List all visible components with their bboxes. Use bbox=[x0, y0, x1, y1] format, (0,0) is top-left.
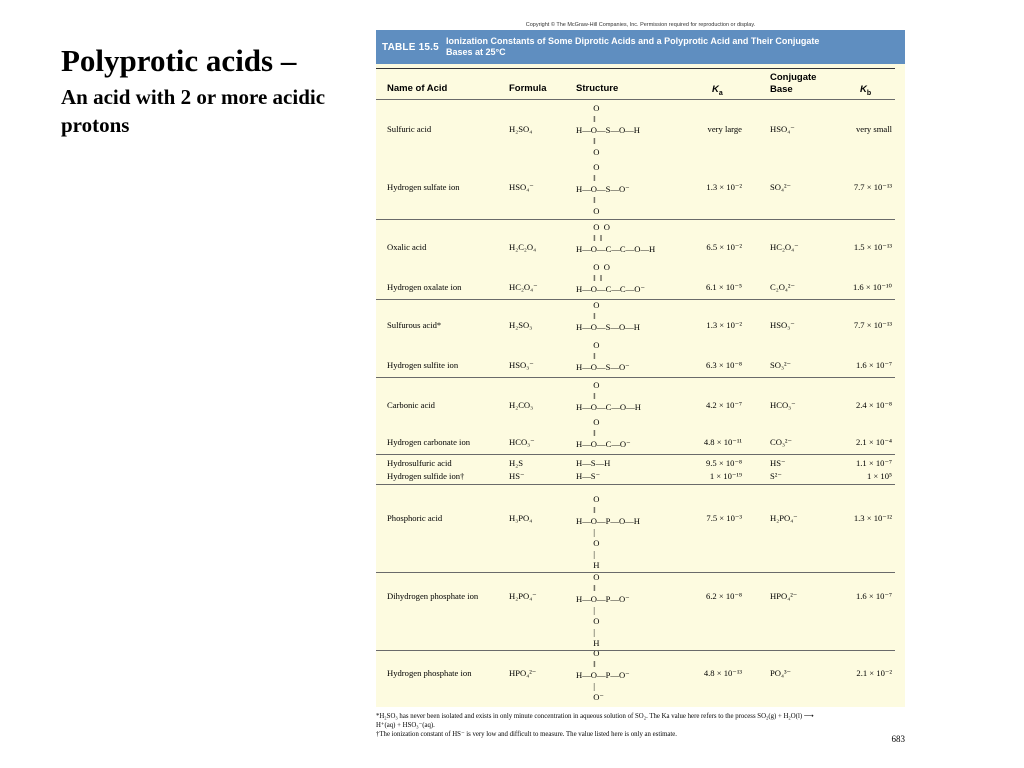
cell-ka: 1.3 × 10⁻² bbox=[706, 182, 742, 192]
table-row bbox=[376, 511, 905, 527]
cell-ka: 4.8 × 10⁻¹¹ bbox=[703, 437, 742, 447]
cell-name: Hydrogen oxalate ion bbox=[387, 282, 462, 292]
cell-formula: HS⁻ bbox=[509, 471, 525, 481]
cell-structure: O ‖ H—O—S—O—H bbox=[576, 300, 640, 332]
slide-heading bbox=[61, 43, 351, 139]
footnotes bbox=[376, 712, 905, 739]
group-separator bbox=[376, 572, 895, 573]
footnote-hydrogen-sulfide: †The ionization constant of HS⁻ is very low and difficult to measure. The value listed here is only an estimate. bbox=[376, 731, 678, 738]
cell-name: Hydrosulfuric acid bbox=[387, 458, 452, 468]
cell-structure: H—S—H bbox=[576, 458, 611, 468]
slide-title: Polyprotic acids – bbox=[61, 43, 297, 78]
table-row bbox=[376, 666, 905, 682]
cell-structure: O ‖ H—O—P—O⁻ | O | H bbox=[576, 572, 630, 648]
header-kb: $K_b$ bbox=[860, 84, 872, 97]
cell-formula: H₂C₂O₄ bbox=[509, 242, 537, 252]
cell-base: S²⁻ bbox=[770, 471, 782, 481]
table-row bbox=[376, 358, 905, 374]
cell-ka: very large bbox=[707, 124, 742, 134]
cell-base: HC₂O₄⁻ bbox=[770, 242, 799, 252]
header-base-line2: Base bbox=[770, 84, 793, 95]
cell-base: HS⁻ bbox=[770, 458, 786, 468]
table-row bbox=[376, 589, 905, 605]
cell-name: Dihydrogen phosphate ion bbox=[387, 591, 479, 601]
table-banner bbox=[376, 30, 905, 64]
page-number: 683 bbox=[891, 734, 905, 744]
group-separator bbox=[376, 454, 895, 455]
cell-formula: H₂CO₃ bbox=[509, 400, 534, 410]
cell-name: Oxalic acid bbox=[387, 242, 427, 252]
cell-ka: 1.3 × 10⁻² bbox=[706, 320, 742, 330]
cell-base: HSO₄⁻ bbox=[770, 124, 795, 134]
slide-subtitle: An acid with 2 or more acidic protons bbox=[61, 85, 326, 137]
cell-structure: H—S⁻ bbox=[576, 471, 601, 481]
footnote-sulfurous-cont: H⁺(aq) + HSO₃⁻(aq). bbox=[376, 722, 435, 729]
cell-base: HCO₃⁻ bbox=[770, 400, 796, 410]
cell-ka: 6.5 × 10⁻² bbox=[706, 242, 742, 252]
copyright-notice: Copyright © The McGraw-Hill Companies, Inc. Permission required for reproduction or display. bbox=[525, 22, 756, 28]
cell-name: Hydrogen sulfide ion† bbox=[387, 471, 465, 481]
cell-formula: HSO₄⁻ bbox=[509, 182, 534, 192]
table-panel bbox=[376, 30, 905, 707]
cell-kb: 1 × 10⁵ bbox=[866, 471, 892, 481]
cell-base: SO₃²⁻ bbox=[770, 360, 792, 370]
header-structure: Structure bbox=[576, 83, 619, 94]
table-row bbox=[376, 180, 905, 196]
cell-name: Carbonic acid bbox=[387, 400, 435, 410]
cell-ka: 6.2 × 10⁻⁸ bbox=[705, 591, 742, 601]
header-name: Name of Acid bbox=[387, 83, 448, 94]
cell-kb: 1.6 × 10⁻⁷ bbox=[855, 591, 892, 601]
cell-kb: 1.6 × 10⁻¹⁰ bbox=[852, 282, 892, 292]
header-bottom-rule bbox=[376, 99, 895, 100]
cell-kb: 2.1 × 10⁻² bbox=[856, 668, 892, 678]
cell-formula: H₂PO₄⁻ bbox=[509, 591, 537, 601]
group-separator bbox=[376, 299, 895, 300]
cell-structure: O ‖ H—O—S—O⁻ ‖ O bbox=[576, 162, 630, 216]
header-top-rule bbox=[376, 68, 895, 69]
cell-formula: H₂SO₃ bbox=[509, 320, 533, 330]
cell-name: Sulfurous acid* bbox=[387, 320, 442, 330]
cell-formula: H₂SO₄ bbox=[509, 124, 533, 134]
cell-name: Phosphoric acid bbox=[387, 513, 443, 523]
cell-ka: 7.5 × 10⁻³ bbox=[706, 513, 742, 523]
cell-kb: 2.4 × 10⁻⁸ bbox=[855, 400, 892, 410]
table-row bbox=[376, 122, 905, 138]
group-separator bbox=[376, 484, 895, 485]
cell-formula: H₃PO₄ bbox=[509, 513, 533, 523]
cell-ka: 9.5 × 10⁻⁸ bbox=[705, 458, 742, 468]
footnote-sulfurous: *H₂SO₃ has never been isolated and exists in only minute concentration in aqueous solution of SO₂. The Ka value here refers to the process SO₂(g) + H₂O(l) ⟶ bbox=[376, 713, 814, 720]
cell-formula: HCO₃⁻ bbox=[509, 437, 535, 447]
group-separator bbox=[376, 650, 895, 651]
cell-structure: O ‖ H—O—P—O—H | O | H bbox=[576, 494, 640, 570]
cell-kb: 1.3 × 10⁻¹² bbox=[853, 513, 892, 523]
cell-structure: O ‖ H—O—C—O—H bbox=[576, 380, 641, 412]
cell-structure: O ‖ H—O—S—O—H ‖ O bbox=[576, 103, 640, 157]
cell-structure: O ‖ H—O—S—O⁻ bbox=[576, 340, 630, 372]
cell-ka: 6.1 × 10⁻⁵ bbox=[705, 282, 742, 292]
header-formula: Formula bbox=[509, 83, 547, 94]
table-row bbox=[376, 435, 905, 451]
cell-kb: 2.1 × 10⁻⁴ bbox=[855, 437, 892, 447]
cell-structure: O O ‖ ‖ H—O—C—C—O⁻ bbox=[576, 262, 645, 294]
cell-formula: H₂S bbox=[509, 458, 523, 468]
cell-structure: O O ‖ ‖ H—O—C—C—O—H bbox=[576, 222, 656, 254]
table-title bbox=[446, 36, 819, 58]
cell-kb: very small bbox=[855, 124, 892, 134]
header-base-line1: Conjugate bbox=[770, 72, 817, 83]
cell-ka: 1 × 10⁻¹⁹ bbox=[709, 471, 742, 481]
header-ka: $K_a$ bbox=[712, 84, 723, 97]
cell-name: Sulfuric acid bbox=[387, 124, 432, 134]
cell-structure: O ‖ H—O—C—O⁻ bbox=[576, 417, 631, 449]
cell-base: PO₄³⁻ bbox=[770, 668, 792, 678]
cell-formula: HPO₄²⁻ bbox=[509, 668, 537, 678]
cell-kb: 7.7 × 10⁻¹³ bbox=[853, 320, 892, 330]
group-separator bbox=[376, 219, 895, 220]
cell-kb: 1.1 × 10⁻⁷ bbox=[855, 458, 892, 468]
cell-ka: 4.2 × 10⁻⁷ bbox=[705, 400, 742, 410]
cell-ka: 6.3 × 10⁻⁸ bbox=[705, 360, 742, 370]
group-separator bbox=[376, 377, 895, 378]
cell-kb: 1.5 × 10⁻¹³ bbox=[853, 242, 892, 252]
cell-structure: O ‖ H—O—P—O⁻ | O⁻ bbox=[576, 648, 630, 702]
table-label: TABLE 15.5 bbox=[382, 41, 439, 53]
cell-name: Hydrogen sulfite ion bbox=[387, 360, 459, 370]
cell-formula: HSO₃⁻ bbox=[509, 360, 534, 370]
cell-base: H₂PO₄⁻ bbox=[770, 513, 798, 523]
table-title-line1: Ionization Constants of Some Diprotic Acids and a Polyprotic Acid and Their Conjugate bbox=[446, 36, 820, 46]
table-title-line2: Bases at 25°C bbox=[446, 47, 506, 57]
cell-base: C₂O₄²⁻ bbox=[770, 282, 796, 292]
cell-base: HSO₃⁻ bbox=[770, 320, 795, 330]
cell-base: HPO₄²⁻ bbox=[770, 591, 798, 601]
table-row bbox=[376, 469, 905, 485]
cell-name: Hydrogen phosphate ion bbox=[387, 668, 472, 678]
cell-kb: 7.7 × 10⁻¹³ bbox=[853, 182, 892, 192]
cell-name: Hydrogen carbonate ion bbox=[387, 437, 471, 447]
cell-base: CO₃²⁻ bbox=[770, 437, 793, 447]
cell-name: Hydrogen sulfate ion bbox=[387, 182, 460, 192]
table-row bbox=[376, 318, 905, 334]
cell-formula: HC₂O₄⁻ bbox=[509, 282, 538, 292]
cell-ka: 4.8 × 10⁻¹³ bbox=[703, 668, 742, 678]
cell-kb: 1.6 × 10⁻⁷ bbox=[855, 360, 892, 370]
cell-base: SO₄²⁻ bbox=[770, 182, 792, 192]
